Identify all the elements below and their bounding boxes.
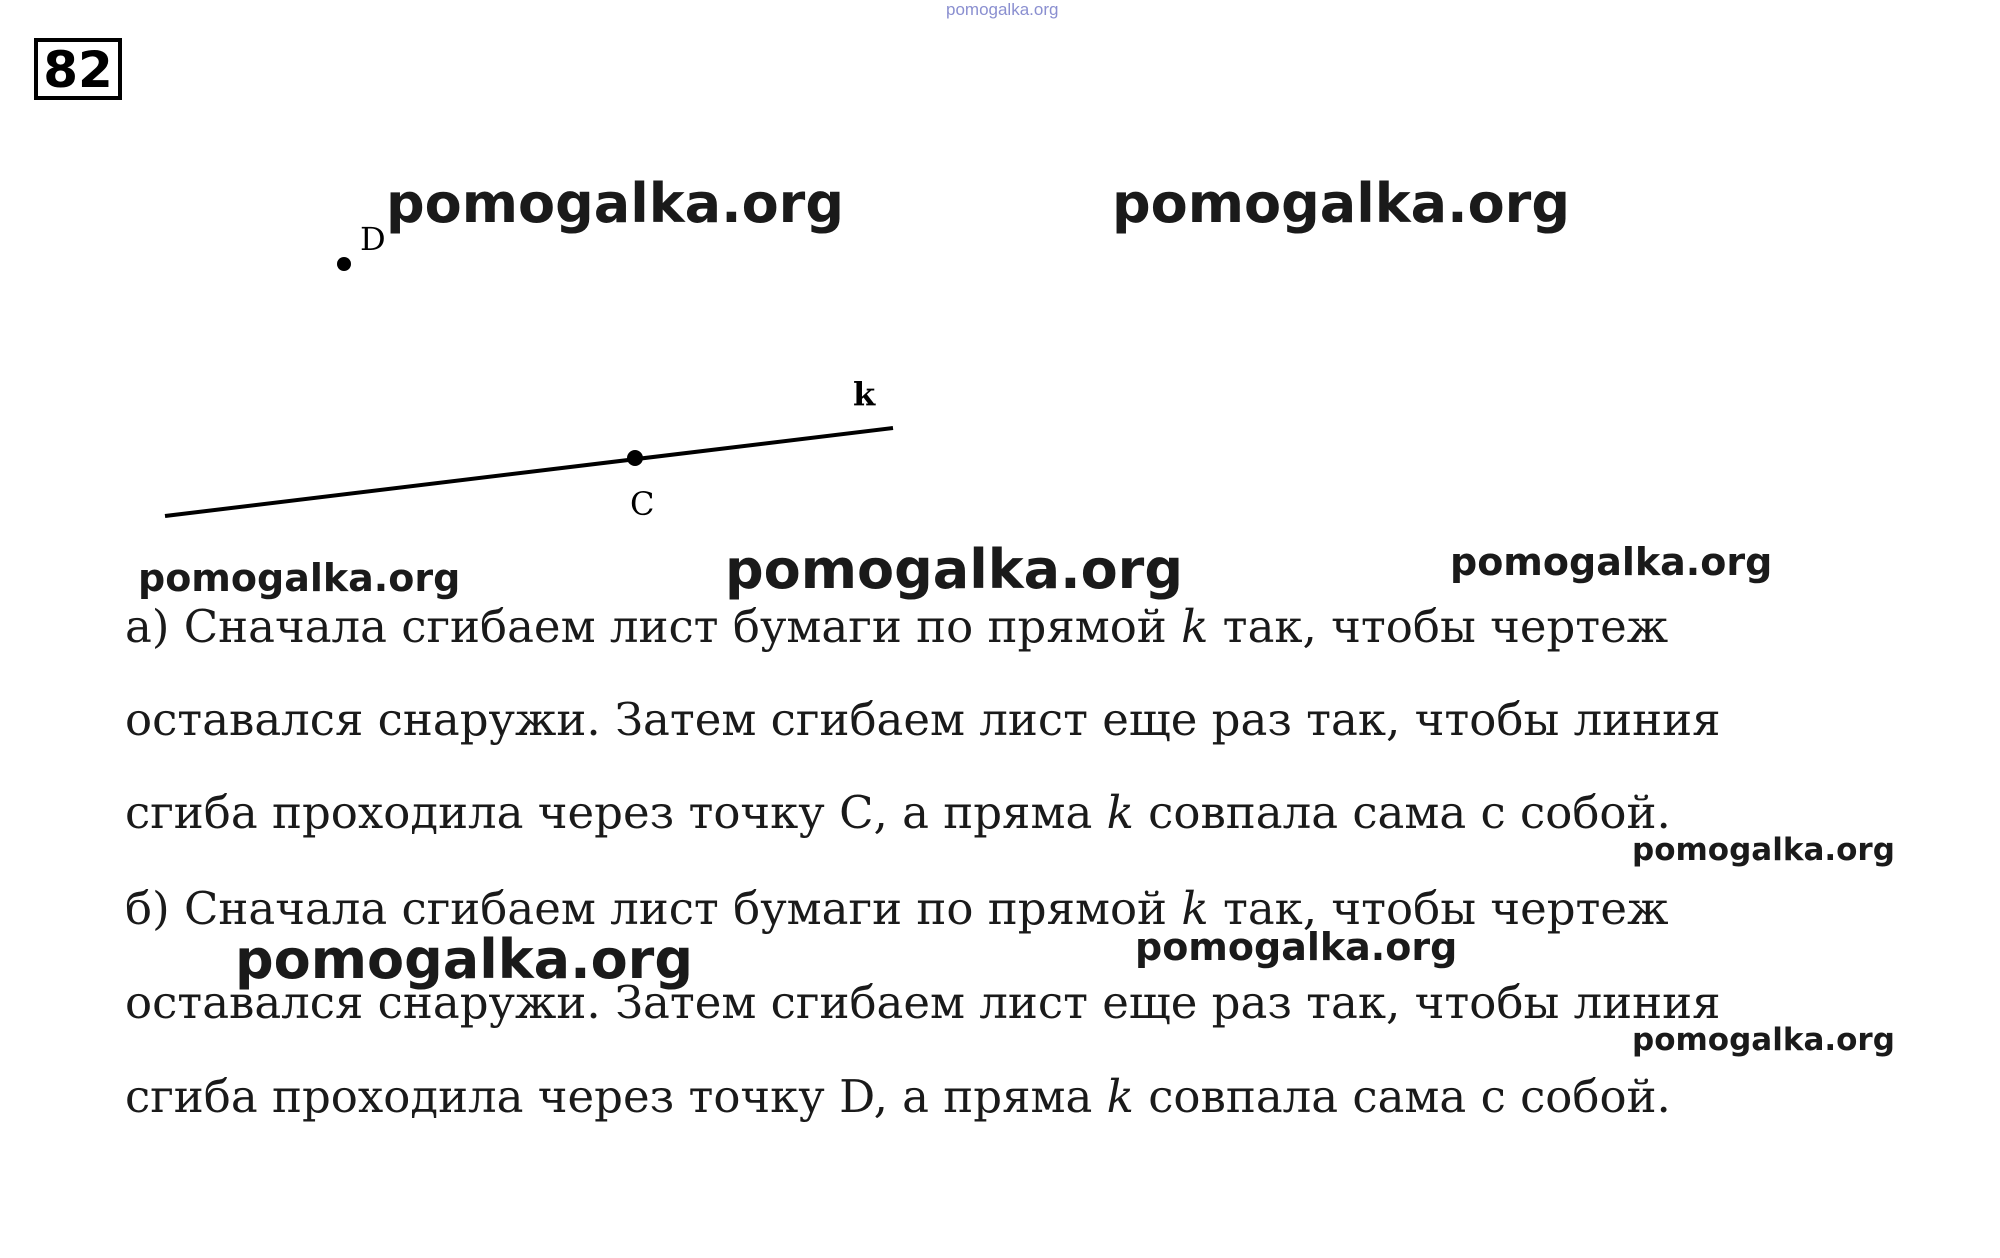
watermark: pomogalka.org — [1632, 832, 1895, 868]
solution-b-line-3 — [125, 1070, 1671, 1123]
watermark: pomogalka.org — [1135, 925, 1458, 969]
solution-b-text: сгиба проходила через точку D, а пряма — [125, 1070, 1107, 1123]
problem-number: 82 — [34, 38, 122, 100]
watermark: pomogalka.org — [386, 172, 844, 235]
solution-a-text: а) Сначала сгибаем лист бумаги по прямой — [125, 600, 1182, 653]
point-d-label: D — [360, 220, 386, 258]
solution-b-text: так, чтобы чертеж — [1208, 882, 1669, 935]
solution-a-text: совпала сама с собой. — [1133, 786, 1671, 839]
line-k-label: k — [853, 375, 876, 413]
variable-k: k — [1106, 786, 1134, 839]
point-c-dot — [627, 450, 643, 466]
solution-a-text: так, чтобы чертеж — [1208, 600, 1669, 653]
watermark: pomogalka.org — [1112, 172, 1570, 235]
watermark: pomogalka.org — [138, 556, 461, 600]
point-d-dot — [337, 257, 351, 271]
point-c-label: C — [630, 485, 655, 523]
solution-a-line-3 — [125, 786, 1671, 839]
watermark: pomogalka.org — [1450, 540, 1773, 584]
watermark: pomogalka.org — [235, 928, 693, 991]
line-k — [165, 428, 893, 516]
variable-k: k — [1181, 882, 1209, 935]
geometry-figure — [0, 0, 2000, 560]
solution-a-line-2: оставался снаружи. Затем сгибаем лист еще раз так, чтобы линия — [125, 693, 1721, 746]
watermark: pomogalka.org — [1632, 1022, 1895, 1058]
variable-k: k — [1181, 600, 1209, 653]
solution-b-text: совпала сама с собой. — [1133, 1070, 1671, 1123]
solution-b-line-2: оставался снаружи. Затем сгибаем лист еще раз так, чтобы линия — [125, 976, 1721, 1029]
solution-a-line-1 — [125, 600, 1668, 653]
solution-b-text: б) Сначала сгибаем лист бумаги по прямой — [125, 882, 1182, 935]
variable-k: k — [1106, 1070, 1134, 1123]
site-watermark-top: pomogalka.org — [946, 0, 1059, 19]
watermark: pomogalka.org — [725, 538, 1183, 601]
solution-a-text: сгиба проходила через точку С, а пряма — [125, 786, 1107, 839]
